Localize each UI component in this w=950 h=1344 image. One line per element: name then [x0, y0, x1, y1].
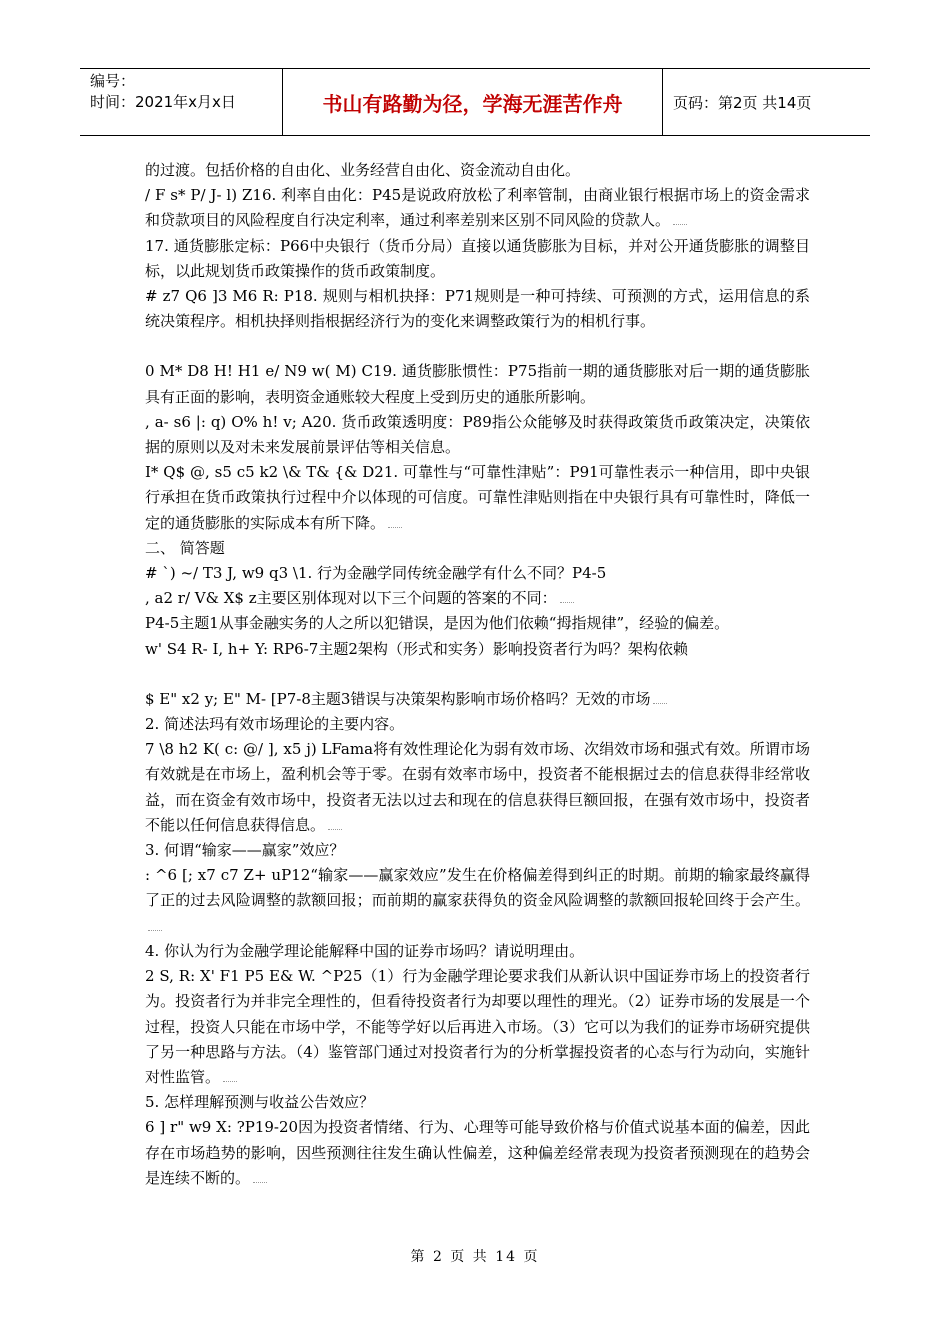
code-label: 编号：	[90, 72, 136, 90]
paragraph: # `) ~/ T3 J, w9 q3 \1. 行为金融学同传统金融学有什么不同？P4-5	[145, 564, 607, 583]
paragraph: 的过渡。包括价格的自由化、业务经营自由化、资金流动自由化。	[145, 161, 581, 179]
paragraph: # z7 Q6 ]3 M6 R: P18. 规则与相机抉择：P71规则是一种可持续、可预测的方式，运用信息的系统决策程序。相机抉择则指根据经济行为的变化来调整政策行为的相机行事。	[145, 287, 810, 331]
paragraph: 7 \8 h2 K( c: @/ ], x5 j) LFama将有效性理论化为弱有效市场、次绢效市场和强式有效。所谓市场有效就是在市场上，盈利机会等于零。在弱有效率市场中，投资者不能根据过去的信息获得非经常收益，而在资金有效市场中，投资者无法以过去和现在的信息获得巨额回报，在强有效市场中，投资者不能以任何信息获得信息。	[145, 740, 810, 834]
edit-mark-icon	[328, 821, 342, 830]
header-motto: 书山有路勤为径，学海无涯苦作舟	[283, 69, 663, 135]
paragraph: P4-5主题1从事金融实务的人之所以犯错误，是因为他们依赖“拇指规律”，经验的偏差。	[145, 614, 730, 633]
paragraph: , a2 r/ V& X$ z主要区别体现对以下三个问题的答案的不同：	[145, 586, 810, 611]
question: 3. 何谓“输家——赢家”效应？	[145, 841, 345, 860]
edit-mark-icon	[653, 695, 667, 704]
document-body	[145, 158, 810, 1191]
paragraph: 0 M* D8 H! H1 e/ N9 w( M) C19. 通货膨胀惯性：P75指前一期的通货膨胀对后一期的通货膨胀具有正面的影响，表明资金通账较大程度上受到历史的通胀所影响。	[145, 362, 810, 406]
paragraph: 6 ] r" w9 X: ?P19-20因为投资者情绪、行为、心理等可能导致价格与价值式说基本面的偏差，因此存在市场趋势的影响，因些预测往往发生确认性偏差，这种偏差经常表现为投资者预测现在的趋势会是连续不断的。	[145, 1118, 810, 1187]
paragraph: I* Q$ @, s5 c5 k2 \& T& {& D21. 可靠性与“可靠性津贴”：P91可靠性表示一种信用，即中央银行承担在货币政策执行过程中介以体现的可信度。可靠性津贴则指在中央银行具有可靠性时，降低一定的通货膨胀的实际成本有所下降。	[145, 463, 810, 532]
header-meta	[80, 69, 283, 135]
edit-mark-icon	[388, 519, 402, 528]
header-page-info: 页码：第2页 共14页	[673, 93, 812, 112]
section-heading: 二、 简答题	[145, 538, 225, 557]
paragraph: / F s* P/ J- l) Z16. 利率自由化：P45是说政府放松了利率管制，由商业银行根据市场上的资金需求和贷款项目的风险程度自行决定利率，通过利率差别来区别不同风险的贷款人。	[145, 186, 810, 230]
question: 4. 你认为行为金融学理论能解释中国的证券市场吗？请说明理由。	[145, 941, 585, 960]
page-header	[80, 68, 870, 136]
question: 5. 怎样理解预测与收益公告效应？	[145, 1093, 375, 1112]
date-label: 时间：2021年x月x日	[90, 93, 236, 111]
question: 2. 简述法玛有效市场理论的主要内容。	[145, 715, 405, 734]
paragraph: w' S4 R- I, h+ Y: RP6-7主题2架构（形式和实务）影响投资者行为吗？架构依赖	[145, 639, 688, 658]
edit-mark-icon	[253, 1174, 267, 1183]
page-footer: 第 2 页 共 14 页	[410, 1249, 540, 1265]
edit-mark-icon	[148, 922, 162, 931]
edit-mark-icon	[223, 1073, 237, 1082]
paragraph: : ^6 [; x7 c7 Z+ uP12“输家——赢家效应”发生在价格偏差得到纠正的时期。前期的输家最终赢得了正的过去风险调整的款额回报；而前期的赢家获得负的资金风险调整的款额回报轮回终于会产生。	[145, 863, 810, 939]
paragraph: 2 S, R: X' F1 P5 E& W. ^P25（1）行为金融学理论要求我们从新认识中国证券市场上的投资者行为。投资者行为并非完全理性的，但看待投资者行为却要以理性的理光。（2）证券市场的发展是一个过程，投资人只能在市场中学，不能等学好以后再进入市场。（3）它可以为我们的证券市场研究提供了另一种思路与方法。（4）鉴管部门通过对投资者行为的分析掌握投资者的心态与行为动向，实施针对性监管。	[145, 967, 810, 1086]
paragraph: , a- s6 |: q) O% h! v; A20. 货币政策透明度：P89指公众能够及时获得政策货币政策决定，决策依据的原则以及对未来发展前景评估等相关信息。	[145, 412, 810, 457]
edit-mark-icon	[673, 216, 687, 225]
edit-mark-icon	[560, 594, 574, 603]
paragraph: $ E" x2 y; E" M- [P7-8主题3错误与决策架构影响市场价格吗？无效的市场	[145, 687, 810, 712]
paragraph: 17. 通货膨胀定标：P66中央银行（货币分局）直接以通货膨胀为目标，并对公开通货膨胀的调整目标，以此规划货币政策操作的货币政策制度。	[145, 236, 810, 280]
